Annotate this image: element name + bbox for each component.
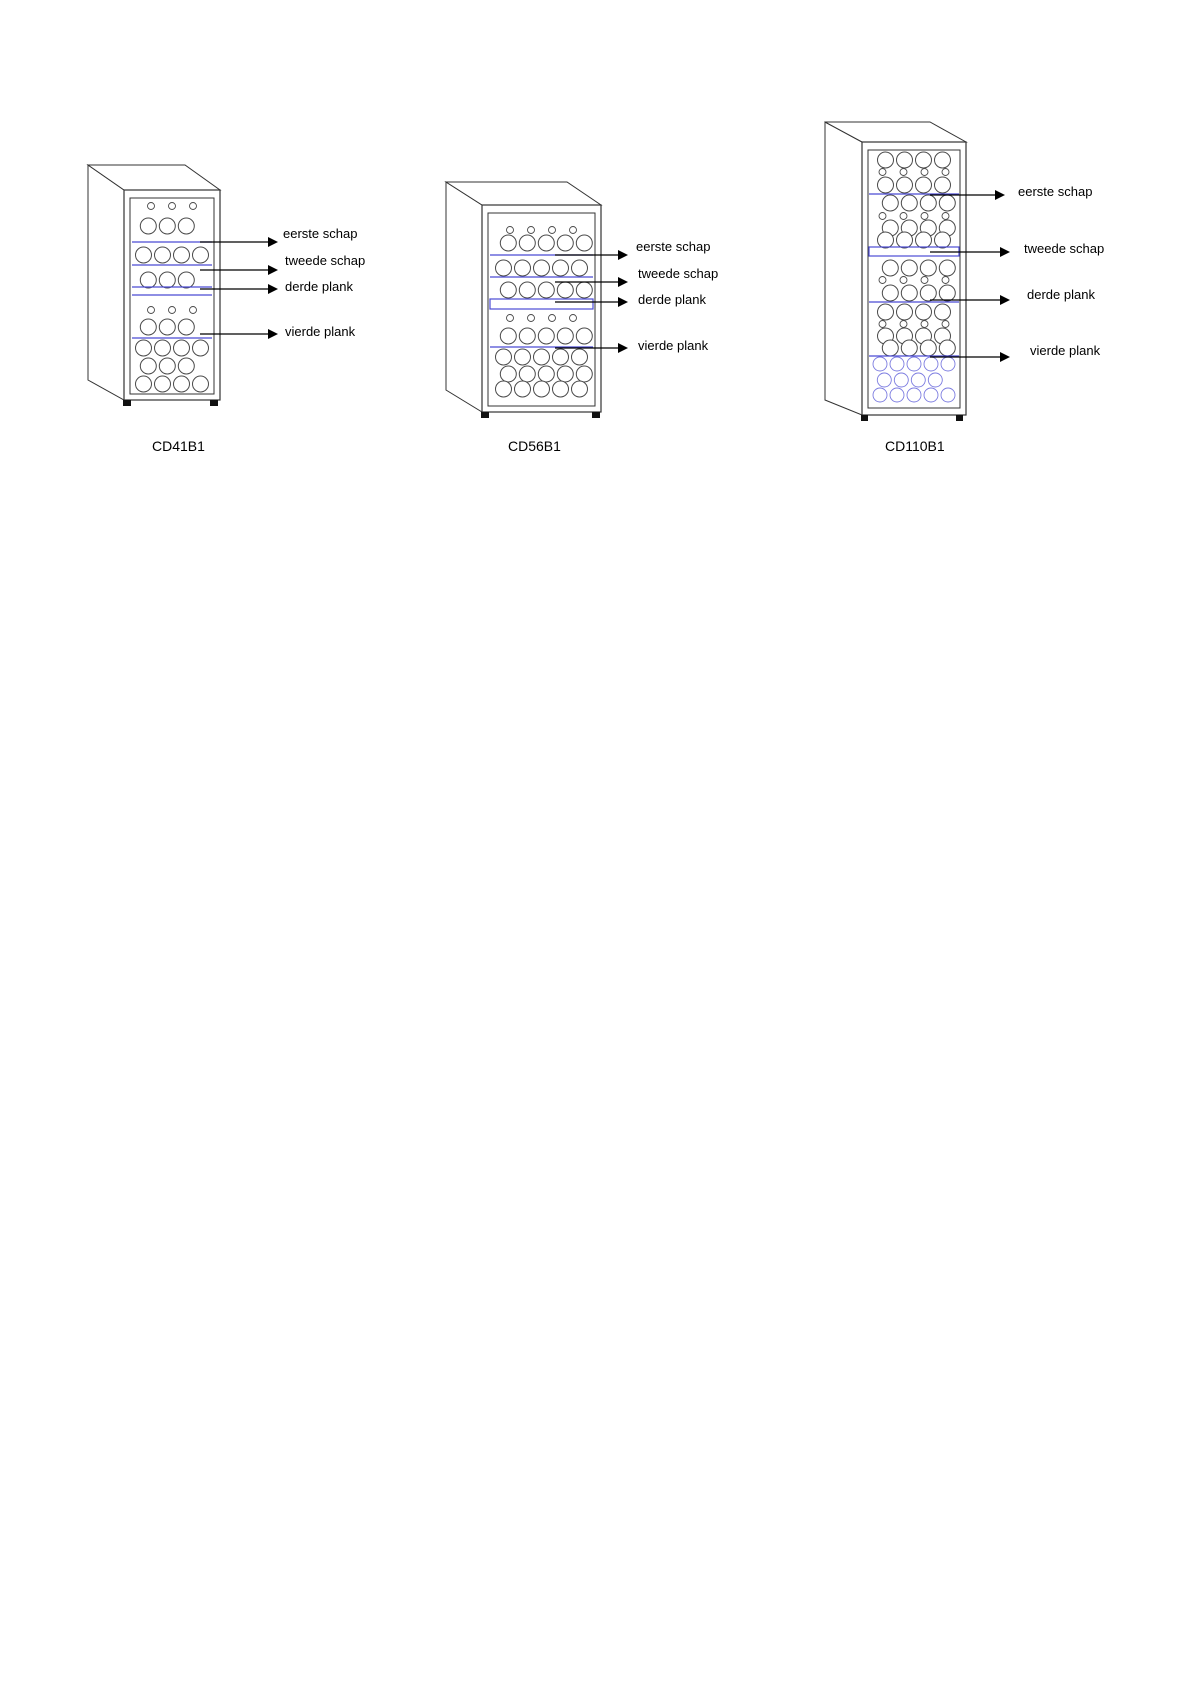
bottle-icon	[136, 376, 152, 392]
bottle-icon	[534, 260, 550, 276]
bottle-icon	[920, 340, 936, 356]
bottle-icon	[519, 366, 535, 382]
bottle-icon	[877, 373, 891, 387]
bottle-icon	[515, 260, 531, 276]
bottle-icon	[507, 315, 514, 322]
bottle-icon	[140, 358, 156, 374]
bottle-icon	[901, 195, 917, 211]
bottle-icon	[140, 319, 156, 335]
bottle-icon	[553, 260, 569, 276]
bottle-icon	[572, 381, 588, 397]
bottle-icon	[942, 277, 949, 284]
bottle-icon	[901, 340, 917, 356]
bottle-icon	[921, 321, 928, 328]
cabinet-cd110b1	[825, 122, 1104, 454]
bottle-icon	[155, 340, 171, 356]
bottle-icon	[507, 227, 514, 234]
bottle-icon	[519, 282, 535, 298]
bottle-icon	[939, 260, 955, 276]
bottle-icon	[900, 213, 907, 220]
bottle-icon	[921, 277, 928, 284]
label-derde-plank: derde plank	[1027, 287, 1095, 302]
bottle-icon	[942, 321, 949, 328]
bottle-icon	[900, 321, 907, 328]
bottle-icon	[178, 319, 194, 335]
bottle-icon	[159, 358, 175, 374]
bottle-icon	[878, 177, 894, 193]
bottle-icon	[935, 304, 951, 320]
bottle-icon	[921, 169, 928, 176]
bottle-icon	[882, 340, 898, 356]
bottle-icon	[873, 388, 887, 402]
bottle-icon	[890, 357, 904, 371]
bottle-icon	[496, 260, 512, 276]
bottle-icon	[519, 235, 535, 251]
bottle-icon	[528, 227, 535, 234]
bottle-icon	[882, 285, 898, 301]
bottle-icon	[148, 307, 155, 314]
bottle-icon	[169, 203, 176, 210]
bottle-icon	[907, 388, 921, 402]
bottle-icon	[920, 260, 936, 276]
bottle-icon	[921, 213, 928, 220]
bottle-icon	[873, 357, 887, 371]
bottle-rack-lower-cd110b1	[873, 357, 955, 402]
bottle-icon	[549, 315, 556, 322]
bottle-icon	[920, 195, 936, 211]
bottle-icon	[193, 376, 209, 392]
label-eerste-schap: eerste schap	[1018, 184, 1093, 199]
label-vierde-plank: vierde plank	[285, 324, 356, 339]
bottle-icon	[148, 203, 155, 210]
bottle-icon	[178, 218, 194, 234]
bottle-icon	[882, 195, 898, 211]
bottle-icon	[576, 366, 592, 382]
bottle-icon	[941, 357, 955, 371]
bottle-icon	[878, 152, 894, 168]
bottle-icon	[570, 227, 577, 234]
bottle-icon	[538, 282, 554, 298]
label-tweede-schap: tweede schap	[1024, 241, 1105, 256]
label-eerste-schap: eerste schap	[636, 239, 711, 254]
bottle-icon	[519, 328, 535, 344]
bottle-icon	[900, 169, 907, 176]
bottle-icon	[557, 366, 573, 382]
bottle-icon	[515, 381, 531, 397]
bottle-icon	[576, 282, 592, 298]
bottle-icon	[879, 277, 886, 284]
bottle-icon	[496, 349, 512, 365]
bottle-icon	[576, 328, 592, 344]
label-tweede-schap: tweede schap	[638, 266, 719, 281]
bottle-icon	[190, 203, 197, 210]
bottle-icon	[140, 272, 156, 288]
bottle-icon	[178, 272, 194, 288]
bottle-icon	[570, 315, 577, 322]
bottle-icon	[878, 232, 894, 248]
cabinet-cd41b1	[88, 165, 365, 454]
bottle-icon	[496, 381, 512, 397]
bottle-icon	[897, 232, 913, 248]
bottle-icon	[500, 366, 516, 382]
bottle-icon	[174, 340, 190, 356]
bottle-icon	[900, 277, 907, 284]
bottle-icon	[193, 247, 209, 263]
bottle-icon	[155, 247, 171, 263]
bottle-icon	[549, 227, 556, 234]
bottle-icon	[897, 177, 913, 193]
bottle-icon	[576, 235, 592, 251]
bottle-icon	[136, 340, 152, 356]
bottle-icon	[140, 218, 156, 234]
model-name: CD56B1	[508, 438, 561, 454]
bottle-icon	[553, 381, 569, 397]
bottle-icon	[159, 319, 175, 335]
bottle-icon	[920, 285, 936, 301]
bottle-icon	[557, 282, 573, 298]
bottle-icon	[928, 373, 942, 387]
bottle-icon	[939, 195, 955, 211]
label-derde-plank: derde plank	[285, 279, 353, 294]
bottle-icon	[942, 213, 949, 220]
label-derde-plank: derde plank	[638, 292, 706, 307]
bottle-icon	[941, 388, 955, 402]
bottle-icon	[557, 328, 573, 344]
bottle-icon	[890, 388, 904, 402]
cabinet-cd56b1	[446, 182, 718, 454]
bottle-icon	[193, 340, 209, 356]
bottle-icon	[879, 213, 886, 220]
bottle-icon	[935, 232, 951, 248]
bottle-icon	[878, 304, 894, 320]
bottle-icon	[907, 357, 921, 371]
bottle-icon	[901, 260, 917, 276]
bottle-icon	[538, 328, 554, 344]
bottle-icon	[897, 152, 913, 168]
bottle-icon	[924, 388, 938, 402]
model-name: CD110B1	[885, 438, 945, 454]
bottle-icon	[939, 340, 955, 356]
bottle-icon	[879, 169, 886, 176]
bottle-icon	[897, 304, 913, 320]
bottle-icon	[538, 366, 554, 382]
bottle-icon	[916, 177, 932, 193]
bottle-icon	[538, 235, 554, 251]
bottle-icon	[169, 307, 176, 314]
bottle-icon	[879, 321, 886, 328]
bottle-icon	[942, 169, 949, 176]
bottle-icon	[500, 235, 516, 251]
bottle-icon	[557, 235, 573, 251]
bottle-icon	[528, 315, 535, 322]
bottle-icon	[515, 349, 531, 365]
bottle-icon	[924, 357, 938, 371]
bottle-icon	[155, 376, 171, 392]
bottle-icon	[916, 304, 932, 320]
bottle-icon	[935, 177, 951, 193]
bottle-icon	[500, 282, 516, 298]
bottle-icon	[901, 285, 917, 301]
bottle-icon	[174, 376, 190, 392]
bottle-icon	[894, 373, 908, 387]
bottle-icon	[159, 272, 175, 288]
bottle-icon	[159, 218, 175, 234]
bottle-icon	[935, 152, 951, 168]
label-tweede-schap: tweede schap	[285, 253, 366, 268]
bottle-icon	[882, 260, 898, 276]
bottle-icon	[553, 349, 569, 365]
model-name: CD41B1	[152, 438, 205, 454]
bottle-icon	[178, 358, 194, 374]
bottle-icon	[500, 328, 516, 344]
label-eerste-schap: eerste schap	[283, 226, 358, 241]
bottle-icon	[190, 307, 197, 314]
bottle-icon	[916, 232, 932, 248]
bottle-icon	[534, 349, 550, 365]
bottle-icon	[174, 247, 190, 263]
bottle-icon	[916, 152, 932, 168]
bottle-icon	[534, 381, 550, 397]
label-vierde-plank: vierde plank	[638, 338, 709, 353]
bottle-icon	[136, 247, 152, 263]
label-vierde-plank: vierde plank	[1030, 343, 1101, 358]
bottle-icon	[572, 260, 588, 276]
bottle-icon	[939, 285, 955, 301]
bottle-icon	[911, 373, 925, 387]
bottle-icon	[572, 349, 588, 365]
